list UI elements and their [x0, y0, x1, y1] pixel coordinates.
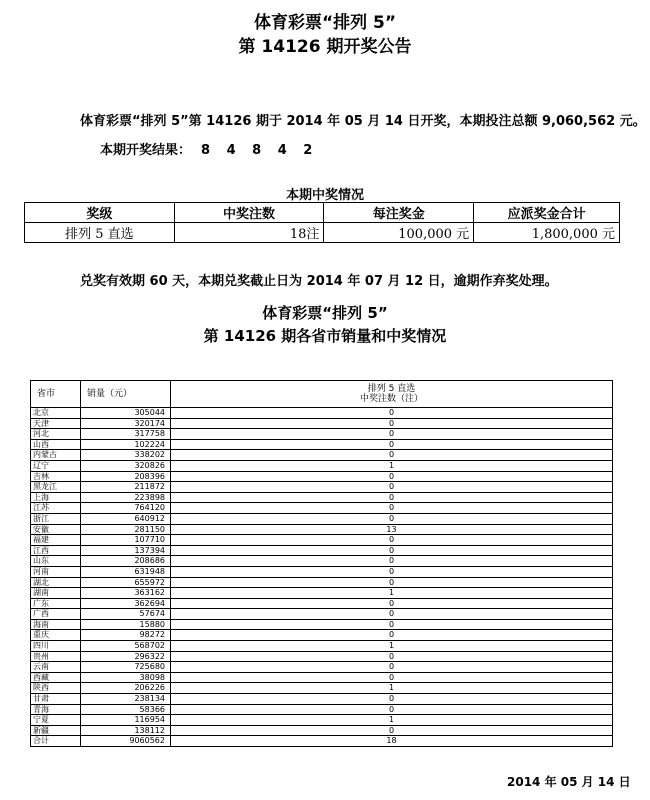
province-cell: 宁夏 [31, 715, 81, 726]
table-row [31, 672, 613, 683]
hits-cell: 0 [171, 630, 613, 641]
announcement-date: 2014 年 05 月 14 日 [507, 775, 631, 789]
table-row [31, 683, 613, 694]
table-row [31, 450, 613, 461]
prize-per-ticket: 100,000 元 [324, 223, 474, 243]
table-row [31, 460, 613, 471]
prize-total: 1,800,000 元 [474, 223, 620, 243]
table-row [31, 715, 613, 726]
table-row [31, 566, 613, 577]
hits-cell: 0 [171, 408, 613, 419]
table-row [31, 492, 613, 503]
hits-cell: 0 [171, 704, 613, 715]
sales-cell: 238134 [81, 694, 171, 705]
sales-cell: 107710 [81, 535, 171, 546]
province-cell: 北京 [31, 408, 81, 419]
table-row [31, 598, 613, 609]
sales-cell: 362694 [81, 598, 171, 609]
table-row [31, 704, 613, 715]
hits-cell: 13 [171, 524, 613, 535]
prize-count: 18注 [174, 223, 324, 243]
sales-header: 销量（元） [81, 381, 171, 408]
province-cell: 安徽 [31, 524, 81, 535]
sales-cell: 38098 [81, 672, 171, 683]
hits-cell: 0 [171, 450, 613, 461]
prize-table-row [25, 223, 620, 243]
sales-cell: 338202 [81, 450, 171, 461]
hits-cell: 0 [171, 545, 613, 556]
province-cell: 湖南 [31, 588, 81, 599]
table-row [31, 651, 613, 662]
table-row [31, 588, 613, 599]
province-cell: 山东 [31, 556, 81, 567]
section-subtitle: 第 14126 期各省市销量和中奖情况 [203, 327, 447, 345]
table-row [31, 609, 613, 620]
sales-cell: 208396 [81, 471, 171, 482]
prize-level: 排列 5 直选 [25, 223, 175, 243]
hits-cell: 0 [171, 725, 613, 736]
table-row [31, 418, 613, 429]
province-cell: 河南 [31, 566, 81, 577]
table-row [31, 736, 613, 747]
sales-cell: 223898 [81, 492, 171, 503]
hits-cell: 0 [171, 598, 613, 609]
province-cell: 重庆 [31, 630, 81, 641]
hits-cell: 0 [171, 492, 613, 503]
sales-cell: 725680 [81, 662, 171, 673]
table-row [31, 694, 613, 705]
province-cell: 辽宁 [31, 460, 81, 471]
province-cell: 江西 [31, 545, 81, 556]
hits-cell: 0 [171, 471, 613, 482]
table-row [31, 482, 613, 493]
hits-cell: 18 [171, 736, 613, 747]
sales-cell: 640912 [81, 513, 171, 524]
province-header: 省市 [31, 381, 81, 408]
prize-header-total: 应派奖金合计 [474, 203, 620, 223]
table-row [31, 630, 613, 641]
table-row [31, 524, 613, 535]
province-cell: 天津 [31, 418, 81, 429]
sales-cell: 208686 [81, 556, 171, 567]
table-row [31, 725, 613, 736]
prize-header-level: 奖级 [25, 203, 175, 223]
sales-cell: 116954 [81, 715, 171, 726]
sales-cell: 102224 [81, 439, 171, 450]
province-cell: 海南 [31, 619, 81, 630]
sales-cell: 296322 [81, 651, 171, 662]
province-cell: 青海 [31, 704, 81, 715]
section-title: 体育彩票“排列 5” [262, 304, 388, 322]
province-cell: 浙江 [31, 513, 81, 524]
province-cell: 湖北 [31, 577, 81, 588]
sales-cell: 631948 [81, 566, 171, 577]
province-cell: 贵州 [31, 651, 81, 662]
hits-cell: 0 [171, 429, 613, 440]
hits-cell: 0 [171, 577, 613, 588]
province-cell: 合计 [31, 736, 81, 747]
sales-cell: 363162 [81, 588, 171, 599]
sales-cell: 281150 [81, 524, 171, 535]
draw-summary: 体育彩票“排列 5”第 14126 期于 2014 年 05 月 14 日开奖，本期投注总额 9,060,562 元。 [80, 114, 646, 129]
table-row [31, 408, 613, 419]
sales-cell: 57674 [81, 609, 171, 620]
province-cell: 陕西 [31, 683, 81, 694]
hits-cell: 0 [171, 566, 613, 577]
sales-cell: 206226 [81, 683, 171, 694]
hits-cell: 1 [171, 683, 613, 694]
table-row [31, 471, 613, 482]
hits-header-line2: 中奖注数（注） [359, 394, 423, 404]
province-cell: 甘肃 [31, 694, 81, 705]
hits-cell: 0 [171, 672, 613, 683]
announcement-subtitle: 第 14126 期开奖公告 [238, 37, 412, 57]
sales-cell: 317758 [81, 429, 171, 440]
table-row [31, 535, 613, 546]
sales-cell: 655972 [81, 577, 171, 588]
province-cell: 四川 [31, 641, 81, 652]
prize-table [24, 202, 620, 243]
province-cell: 上海 [31, 492, 81, 503]
hits-cell: 0 [171, 609, 613, 620]
hits-header [171, 381, 613, 408]
hits-cell: 0 [171, 482, 613, 493]
prize-header-per: 每注奖金 [324, 203, 474, 223]
hits-cell: 0 [171, 535, 613, 546]
sales-cell: 305044 [81, 408, 171, 419]
province-cell: 广东 [31, 598, 81, 609]
hits-cell: 0 [171, 439, 613, 450]
table-row [31, 513, 613, 524]
hits-cell: 1 [171, 641, 613, 652]
hits-header-line1: 排列 5 直选 [367, 384, 416, 394]
province-cell: 广西 [31, 609, 81, 620]
prize-header-count: 中奖注数 [174, 203, 324, 223]
table-row [31, 439, 613, 450]
table-row [31, 545, 613, 556]
table-row [31, 503, 613, 514]
hits-cell: 0 [171, 619, 613, 630]
province-cell: 山西 [31, 439, 81, 450]
province-cell: 云南 [31, 662, 81, 673]
announcement-title: 体育彩票“排列 5” [253, 13, 397, 33]
hits-cell: 1 [171, 588, 613, 599]
table-row [31, 641, 613, 652]
hits-cell: 0 [171, 694, 613, 705]
draw-result-numbers: 8 4 8 4 2 [201, 143, 319, 158]
table-row [31, 662, 613, 673]
hits-cell: 0 [171, 503, 613, 514]
draw-result [100, 139, 318, 158]
hits-cell: 0 [171, 651, 613, 662]
sales-cell: 98272 [81, 630, 171, 641]
province-table-header-row [31, 381, 613, 408]
province-cell: 福建 [31, 535, 81, 546]
table-row [31, 556, 613, 567]
province-cell: 黑龙江 [31, 482, 81, 493]
hits-cell: 0 [171, 556, 613, 567]
sales-cell: 138112 [81, 725, 171, 736]
hits-cell: 0 [171, 662, 613, 673]
hits-cell: 1 [171, 460, 613, 471]
hits-cell: 0 [171, 513, 613, 524]
sales-cell: 568702 [81, 641, 171, 652]
province-cell: 江苏 [31, 503, 81, 514]
sales-cell: 15880 [81, 619, 171, 630]
table-row [31, 577, 613, 588]
prize-table-header-row [25, 203, 620, 223]
province-table [30, 380, 613, 747]
hits-cell: 0 [171, 418, 613, 429]
sales-cell: 211872 [81, 482, 171, 493]
province-cell: 新疆 [31, 725, 81, 736]
province-cell: 西藏 [31, 672, 81, 683]
hits-cell: 1 [171, 715, 613, 726]
sales-cell: 9060562 [81, 736, 171, 747]
table-row [31, 619, 613, 630]
prize-table-caption: 本期中奖情况 [285, 188, 364, 203]
province-cell: 河北 [31, 429, 81, 440]
draw-result-label: 本期开奖结果： [100, 143, 192, 158]
sales-cell: 764120 [81, 503, 171, 514]
redeem-notice: 兑奖有效期 60 天，本期兑奖截止日为 2014 年 07 月 12 日，逾期作弃奖处理。 [80, 274, 558, 289]
sales-cell: 320174 [81, 418, 171, 429]
sales-cell: 58366 [81, 704, 171, 715]
sales-cell: 137394 [81, 545, 171, 556]
table-row [31, 429, 613, 440]
province-cell: 吉林 [31, 471, 81, 482]
province-cell: 内蒙古 [31, 450, 81, 461]
sales-cell: 320826 [81, 460, 171, 471]
